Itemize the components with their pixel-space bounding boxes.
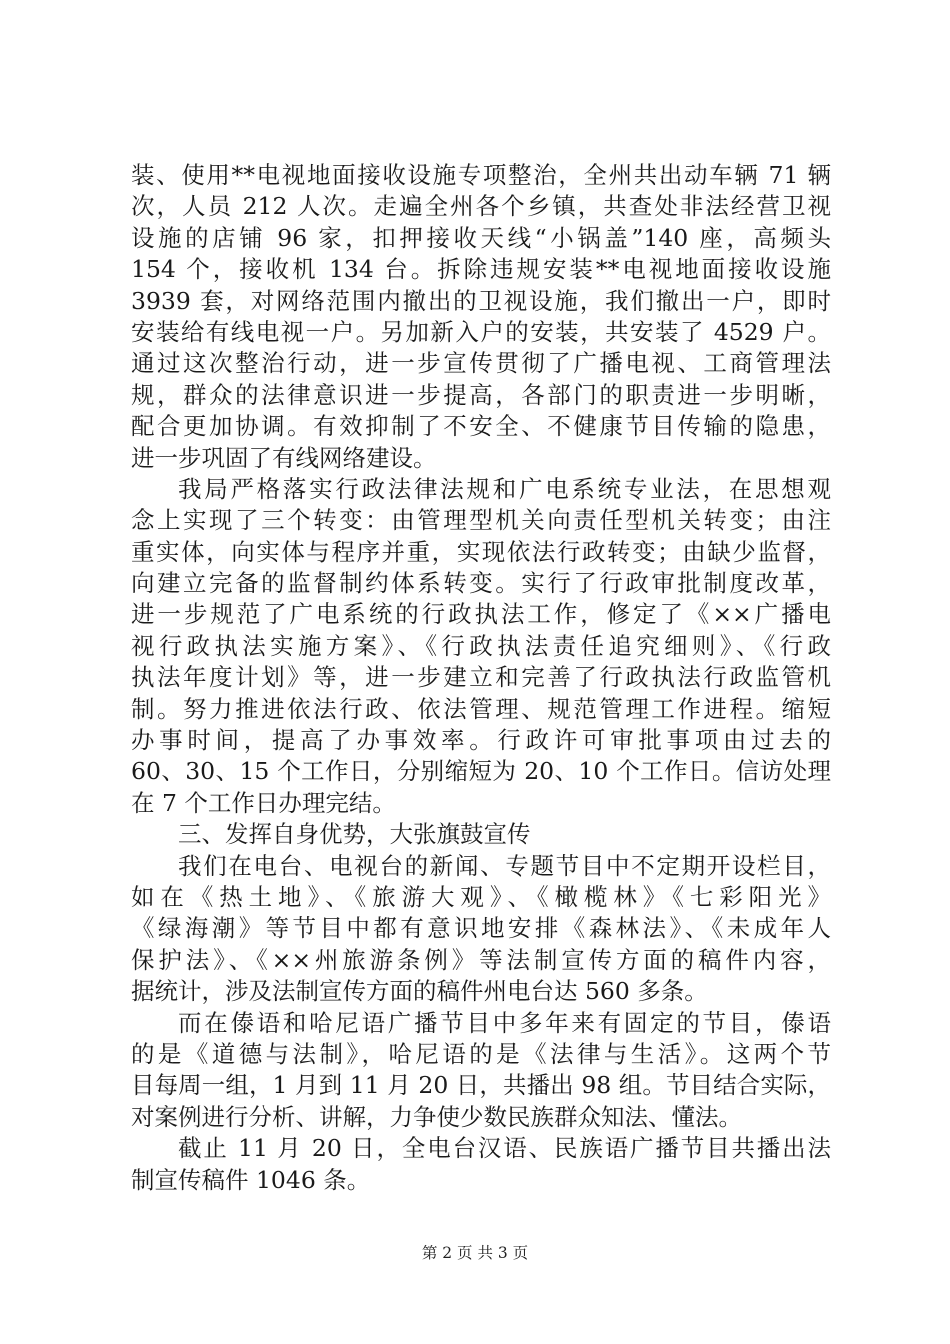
text-line: 向建立完备的监督制约体系转变。实行了行政审批制度改革，	[131, 569, 831, 598]
text-line: 设施的店铺 96 家，扣押接收天线“小锅盖”140 座，高频头	[131, 223, 831, 252]
text-line: 安装给有线电视一户。另加新入户的安装，共安装了 4529 户。	[131, 317, 831, 346]
text-line: 3939 套，对网络范围内撤出的卫视设施，我们撤出一户，即时	[131, 286, 831, 315]
text-line: 视行政执法实施方案》、《行政执法责任追究细则》、《行政	[131, 631, 831, 660]
text-line: 我局严格落实行政法律法规和广电系统专业法，在思想观	[178, 474, 831, 503]
text-line: 在 7 个工作日办理完结。	[131, 788, 396, 817]
text-line: 次，人员 212 人次。走遍全州各个乡镇，共查处非法经营卫视	[131, 192, 831, 221]
section-heading: 三、发挥自身优势，大张旗鼓宣传	[178, 820, 531, 849]
text-line: 60、30、15 个工作日，分别缩短为 20、10 个工作日。信访处理	[131, 757, 831, 786]
text-line: 执法年度计划》等，进一步建立和完善了行政执法行政监管机	[131, 663, 831, 692]
text-line: 我们在电台、电视台的新闻、专题节目中不定期开设栏目，	[178, 851, 831, 880]
text-line: 《绿海潮》等节目中都有意识地安排《森林法》、《未成年人	[131, 914, 831, 943]
text-line: 而在傣语和哈尼语广播节目中多年来有固定的节目，傣语	[178, 1008, 831, 1037]
text-line: 制。努力推进依法行政、依法管理、规范管理工作进程。缩短	[131, 694, 831, 723]
text-line: 进一步规范了广电系统的行政执法工作，修定了《××广播电	[131, 600, 831, 629]
text-line: 目每周一组，1 月到 11 月 20 日，共播出 98 组。节目结合实际，	[131, 1071, 831, 1100]
text-line: 念上实现了三个转变：由管理型机关向责任型机关转变；由注	[131, 506, 831, 535]
text-line: 对案例进行分析、讲解，力争使少数民族群众知法、懂法。	[131, 1102, 742, 1131]
text-line: 保护法》、《××州旅游条例》等法制宣传方面的稿件内容，	[131, 945, 831, 974]
text-line: 规，群众的法律意识进一步提高，各部门的职责进一步明晰，	[131, 380, 831, 409]
text-line: 的是《道德与法制》，哈尼语的是《法律与生活》。这两个节	[131, 1039, 831, 1068]
page-footer: 第 2 页 共 3 页	[421, 1244, 529, 1262]
text-line: 据统计，涉及法制宣传方面的稿件州电台达 560 多条。	[131, 977, 708, 1006]
text-line: 制宣传稿件 1046 条。	[131, 1165, 371, 1194]
text-line: 装、使用**电视地面接收设施专项整治，全州共出动车辆 71 辆	[131, 161, 831, 189]
text-line: 154 个，接收机 134 台。拆除违规安装**电视地面接收设施	[131, 255, 831, 284]
text-line: 如在《热土地》、《旅游大观》、《橄榄林》《七彩阳光》	[131, 882, 831, 911]
text-line: 进一步巩固了有线网络建设。	[131, 443, 437, 472]
text-line: 截止 11 月 20 日，全电台汉语、民族语广播节目共播出法	[178, 1134, 831, 1163]
text-line: 通过这次整治行动，进一步宣传贯彻了广播电视、工商管理法	[131, 349, 831, 378]
text-line: 办事时间，提高了办事效率。行政许可审批事项由过去的	[131, 726, 831, 755]
text-line: 配合更加协调。有效抑制了不安全、不健康节目传输的隐患，	[131, 412, 831, 441]
document-body	[131, 160, 831, 1196]
text-line: 重实体，向实体与程序并重，实现依法行政转变；由缺少监督，	[131, 537, 831, 566]
